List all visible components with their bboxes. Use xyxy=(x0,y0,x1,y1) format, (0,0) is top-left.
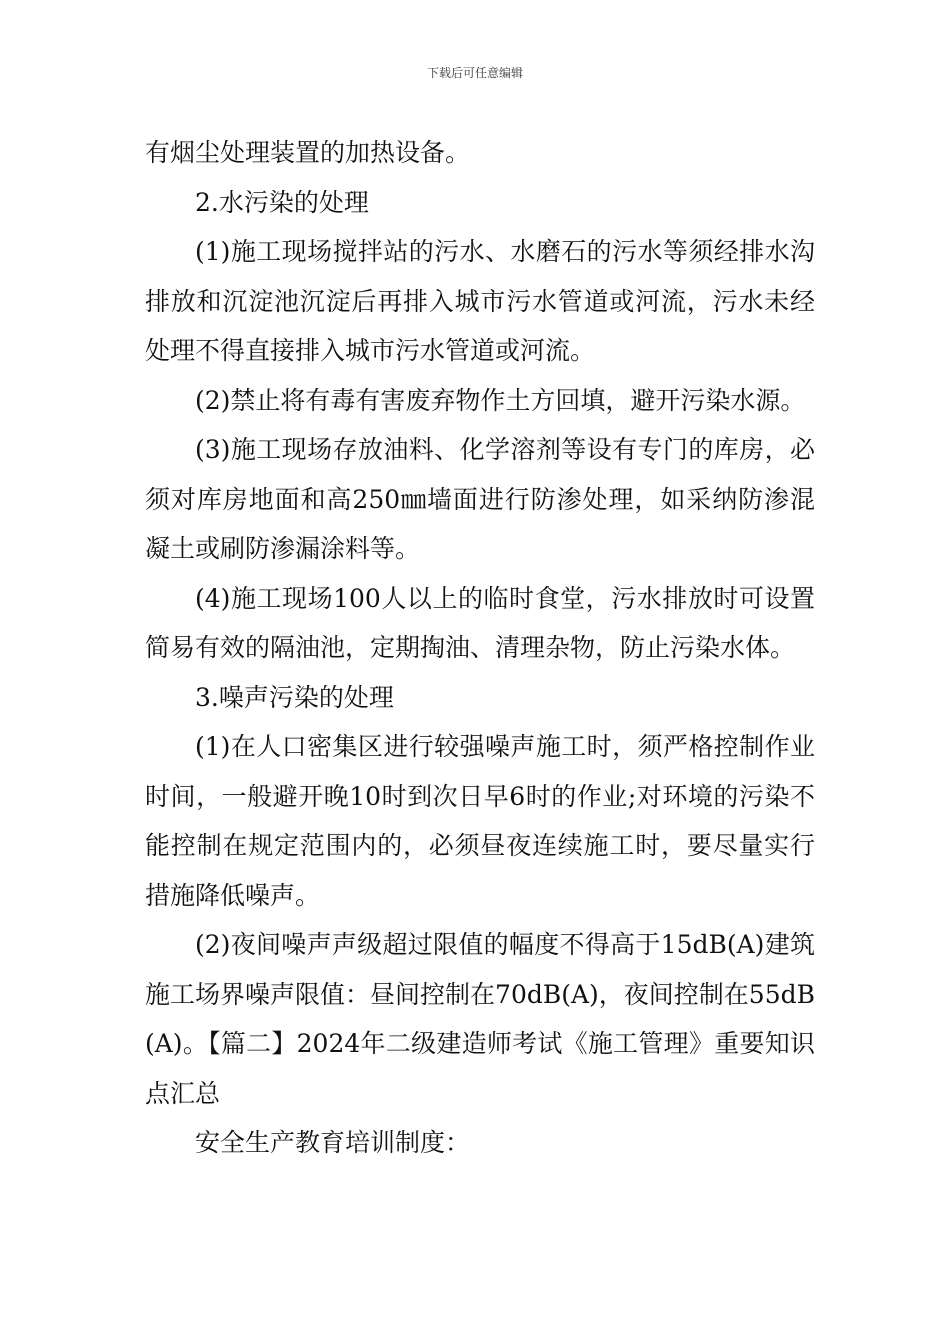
paragraph-water-4: (4)施工现场100人以上的临时食堂，污水排放时可设置简易有效的隔油池，定期掏油、清理杂物，防止污染水体。 xyxy=(145,583,815,662)
paragraph-safety-training: 安全生产教育培训制度： xyxy=(195,1128,471,1157)
paragraph-noise-2: (2)夜间噪声声级超过限值的幅度不得高于15dB(A)建筑施工场界噪声限值：昼间控制在70dB(A)，夜间控制在55dB(A)。【篇二】2024年二级建造师考试《施工管理》重要知识点汇总 xyxy=(145,930,815,1108)
paragraph-water-3: (3)施工现场存放油料、化学溶剂等设有专门的库房，必须对库房地面和高250㎜墙面进行防渗处理，如采纳防渗混凝土或刷防渗漏涂料等。 xyxy=(145,435,815,563)
section-heading-noise-pollution: 3.噪声污染的处理 xyxy=(195,682,394,712)
paragraph-1: 有烟尘处理装置的加热设备。 xyxy=(145,138,471,167)
section-heading-water-pollution: 2.水污染的处理 xyxy=(195,187,369,217)
page-header: 下载后可任意编辑 xyxy=(426,66,523,80)
document-body xyxy=(145,128,815,1168)
paragraph-water-1: (1)施工现场搅拌站的污水、水磨石的污水等须经排水沟排放和沉淀池沉淀后再排入城市污水管道或河流，污水未经处理不得直接排入城市污水管道或河流。 xyxy=(145,237,815,365)
paragraph-water-2: (2)禁止将有毒有害废弃物作土方回填，避开污染水源。 xyxy=(195,385,806,415)
paragraph-noise-1: (1)在人口密集区进行较强噪声施工时，须严格控制作业时间，一般避开晚10时到次日早6时的作业;对环境的污染不能控制在规定范围内的，必须昼夜连续施工时，要尽量实行措施降低噪声。 xyxy=(145,732,815,910)
